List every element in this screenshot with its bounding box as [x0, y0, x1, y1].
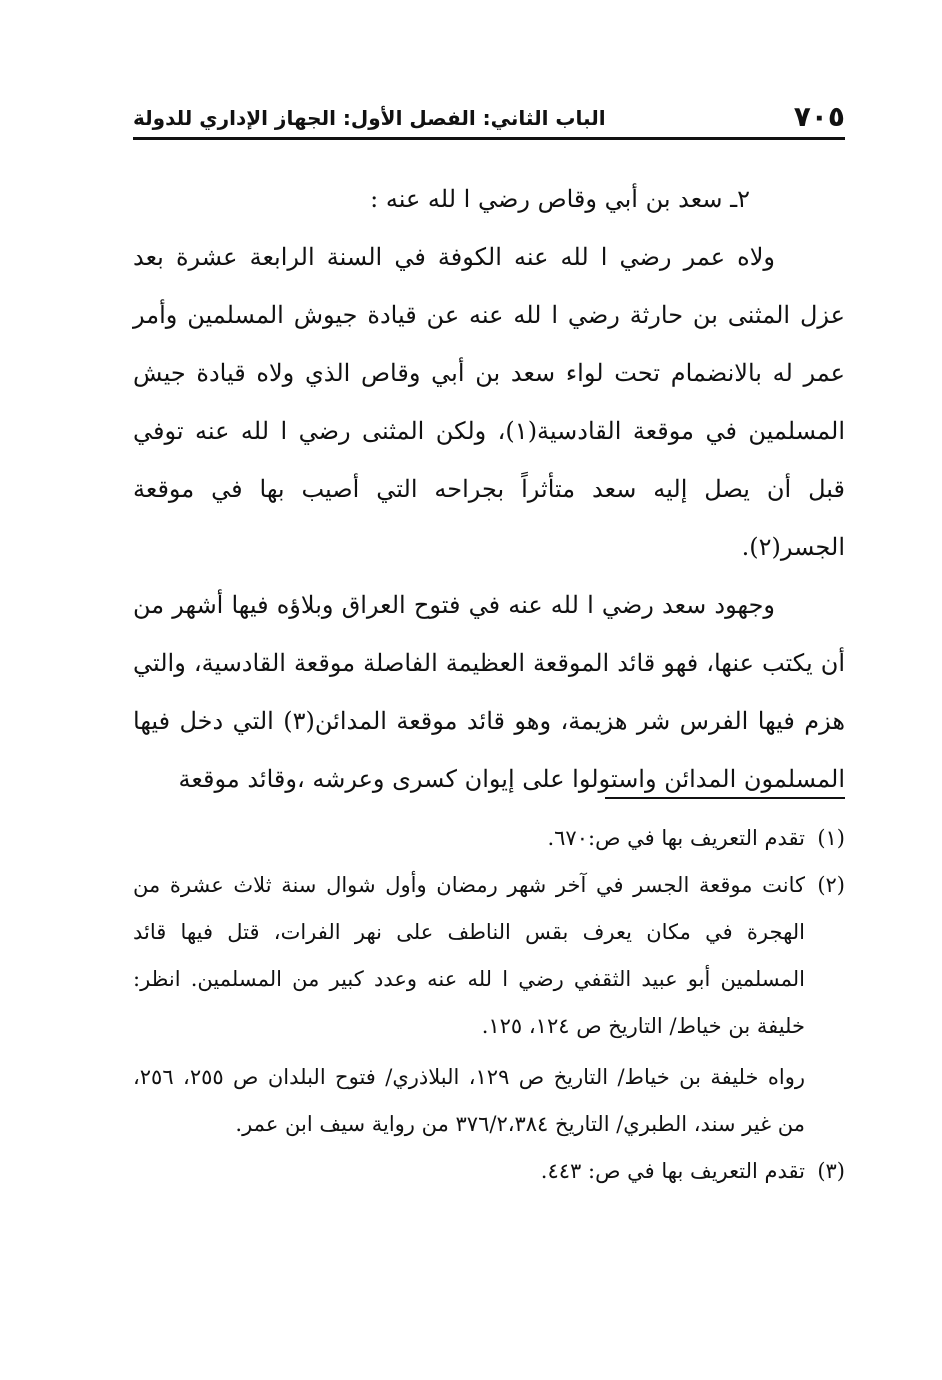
body-paragraph-1: ولاه عمر رضي ا لله عنه الكوفة في السنة الرابعة عشرة بعد عزل المثنى بن حارثة رضي ا لله عنه عن قيادة جيوش المسلمين وأمر عمر له بالانضمام تحت لواء سعد بن أبي وقاص الذي ولاه قيادة جيش المسلمين في موقعة القادسية(١)، ولكن المثنى رضي ا لله عنه توفي قبل أن يصل إليه سعد متأثراً بجراحه التي أصيب بها في موقعة الجسر(٢). — [133, 243, 845, 561]
footnote-marker: (٢) — [817, 873, 845, 897]
main-text — [133, 170, 845, 808]
body-paragraph-2: وجهود سعد رضي ا لله عنه في فتوح العراق وبلاؤه فيها أشهر من أن يكتب عنها، فهو قائد الموقعة العظيمة الفاصلة موقعة القادسية، والتي هزم فيها الفرس شر هزيمة، وهو قائد موقعة المدائن(٣) التي دخل فيها المسلمون المدائن واستولوا على إيوان كسرى وعرشه ،وقائد موقعة — [133, 591, 845, 793]
footnote-text: تقدم التعريف بها في ص:٦٧٠. — [547, 826, 805, 850]
header-divider — [133, 137, 845, 140]
footnote-1 — [133, 815, 845, 862]
running-title: الباب الثاني: الفصل الأول: الجهاز الإداري للدولة — [133, 106, 606, 130]
footnotes — [133, 815, 845, 1195]
footnote-text: تقدم التعريف بها في ص: ٤٤٣. — [540, 1159, 805, 1183]
page-number: ٧٠٥ — [793, 100, 845, 133]
page-header — [133, 100, 845, 136]
footnote-divider — [605, 797, 845, 799]
footnote-2-continuation: رواه خليفة بن خياط/ التاريخ ص ١٢٩، البلاذري/ فتوح البلدان ص ٢٥٥، ٢٥٦، من غير سند، الطبري/ التاريخ ٣٧٦/٢،٣٨٤ من رواية سيف ابن عمر. — [133, 1065, 806, 1136]
footnote-2 — [133, 862, 845, 1050]
section-heading: ٢ـ سعد بن أبي وقاص رضي ا لله عنه : — [370, 185, 750, 213]
footnote-marker: (٣) — [817, 1159, 845, 1183]
footnote-3 — [133, 1148, 845, 1195]
footnote-marker: (١) — [817, 826, 845, 850]
footnote-text: كانت موقعة الجسر في آخر شهر رمضان وأول شوال سنة ثلاث عشرة من الهجرة في مكان يعرف بقس الناطف على نهر الفرات، قتل فيها قائد المسلمين أبو عبيد الثقفي رضي ا لله عنه وعدد كبير من المسلمين. انظر: خليفة بن خياط/ التاريخ ص ١٢٤، ١٢٥. — [133, 873, 805, 1038]
